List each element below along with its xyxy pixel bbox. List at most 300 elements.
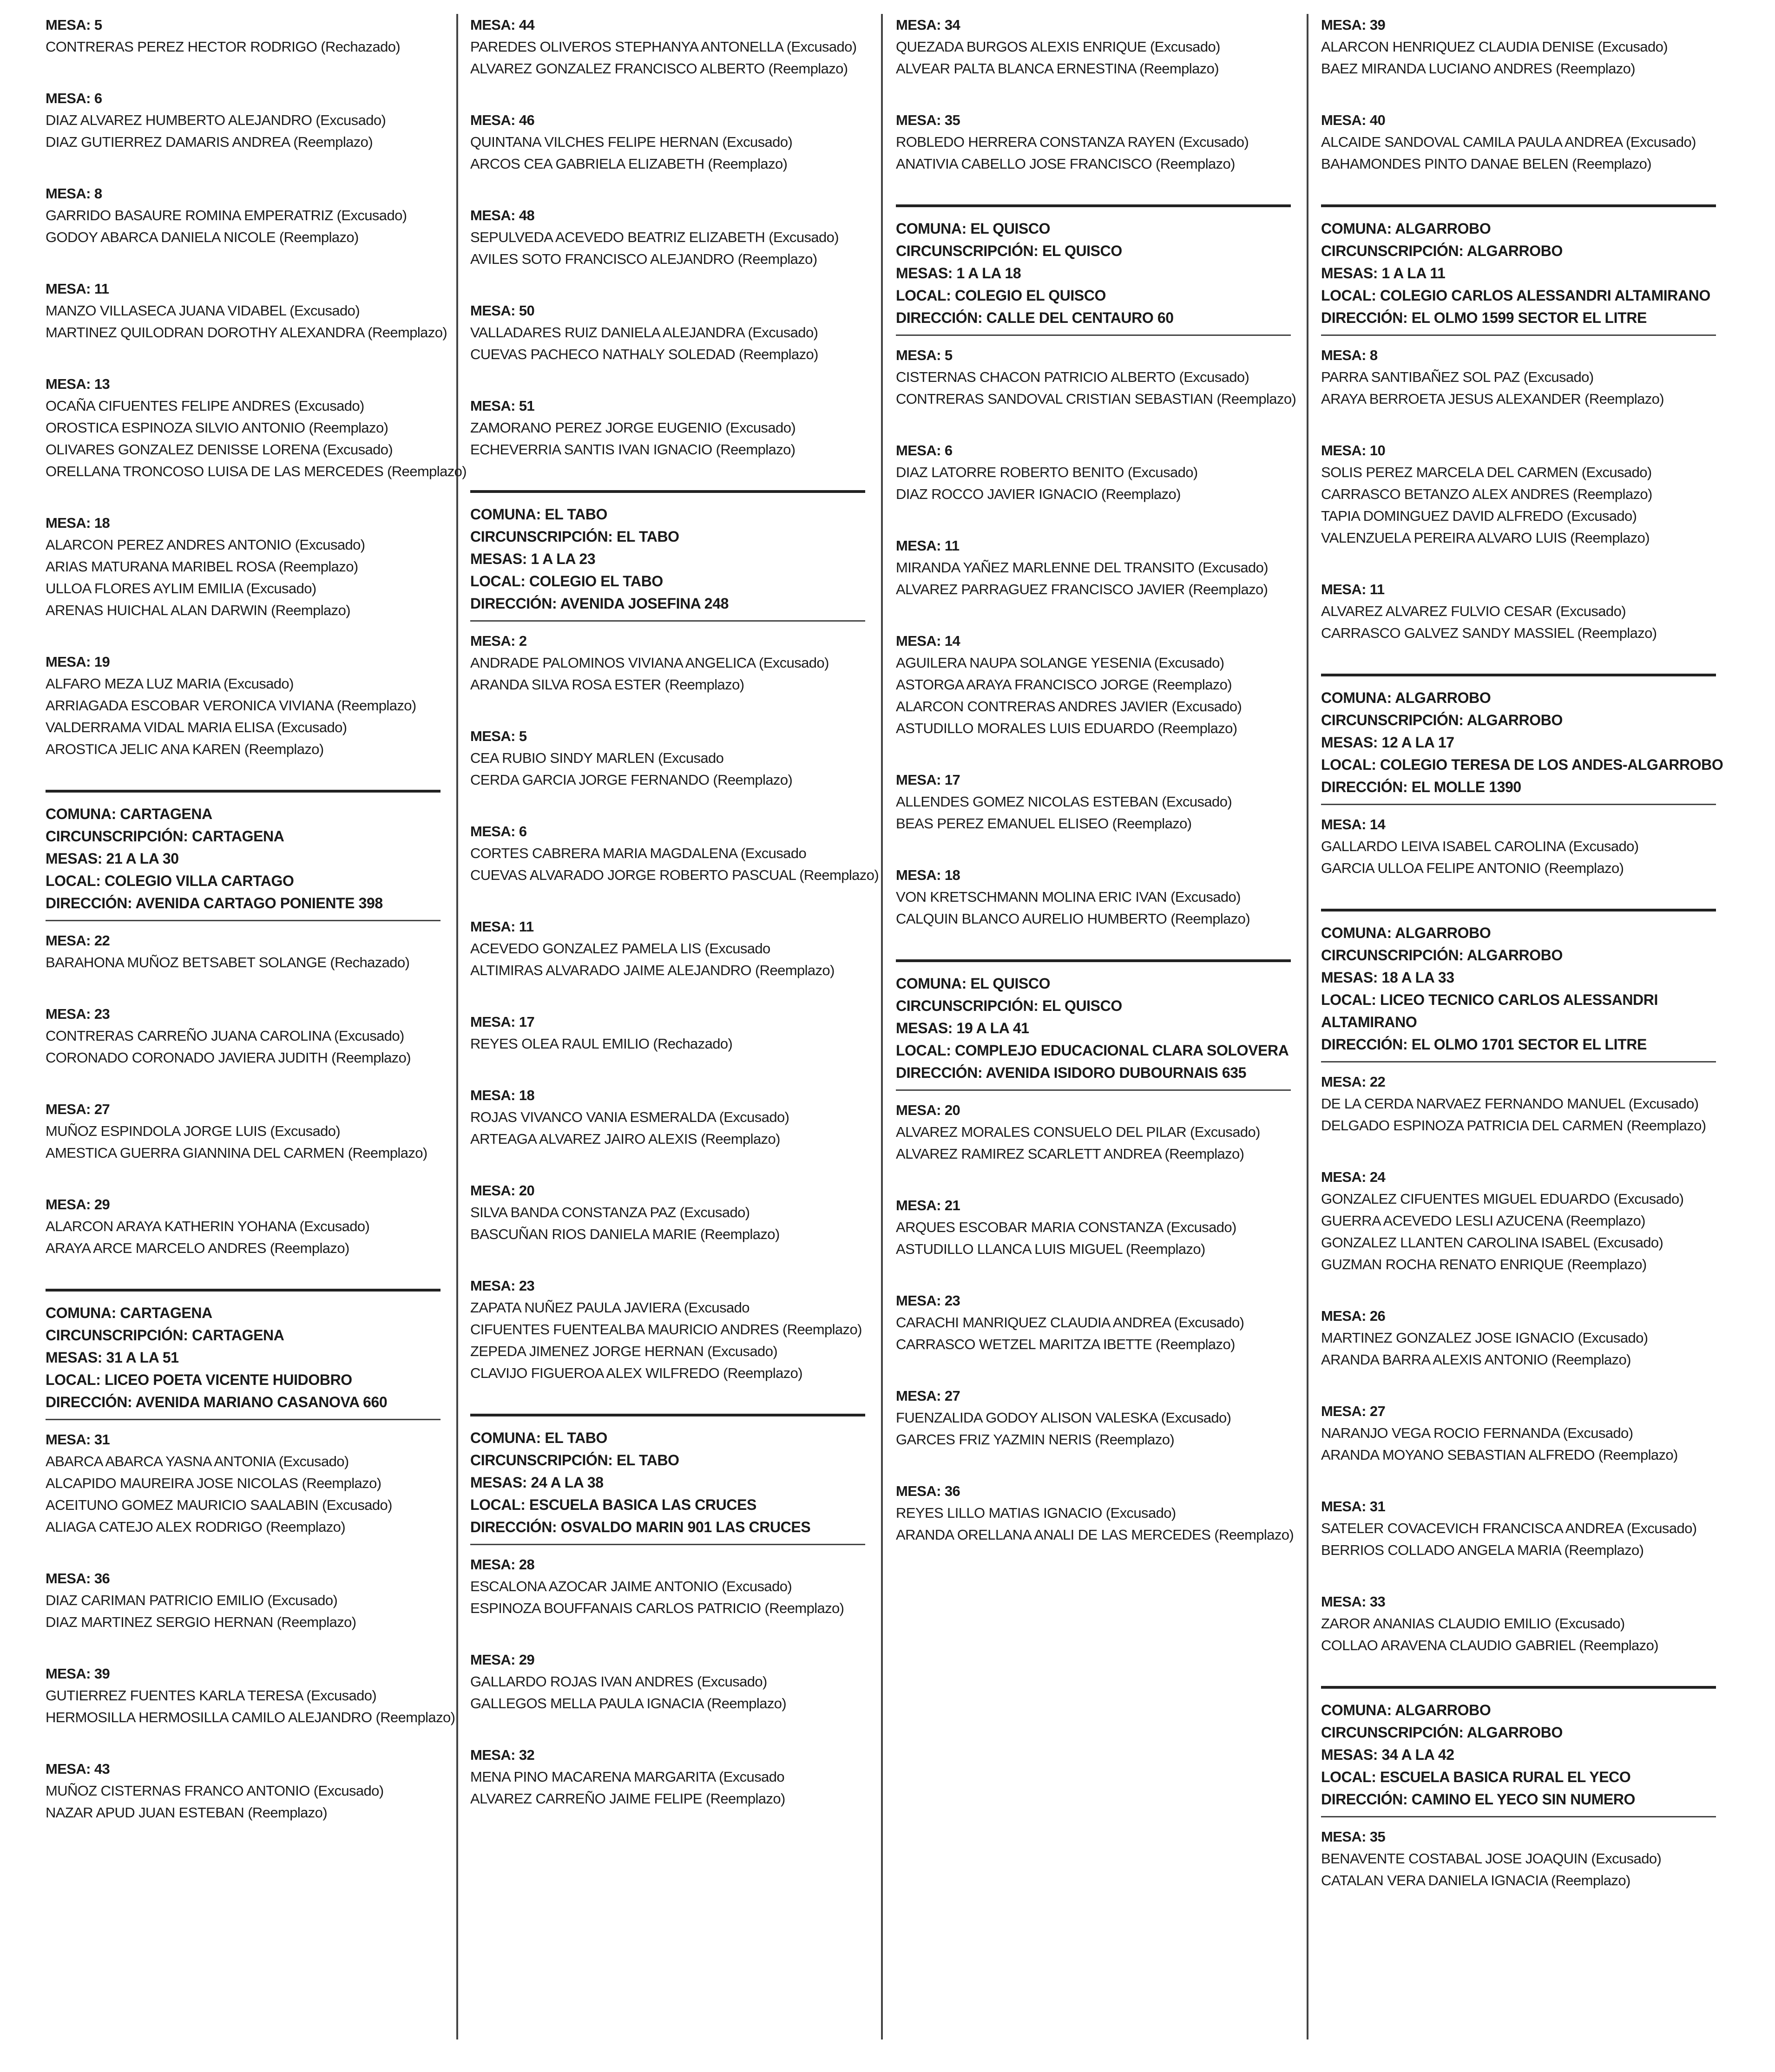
person-name: GALLARDO ROJAS IVAN ANDRES (Excusado): [470, 1673, 767, 1690]
header-line: COMUNA: EL QUISCO: [896, 220, 1051, 237]
person-name: DIAZ GUTIERREZ DAMARIS ANDREA (Reemplazo): [46, 134, 373, 150]
header-line: DIRECCIÓN: CALLE DEL CENTAURO 60: [896, 309, 1174, 326]
person-name: ACEVEDO GONZALEZ PAMELA LIS (Excusado: [470, 940, 770, 957]
person-name: ARCOS CEA GABRIELA ELIZABETH (Reemplazo): [470, 156, 788, 172]
person-name: ORELLANA TRONCOSO LUISA DE LAS MERCEDES (Reemplazo): [46, 463, 467, 479]
person-name: MUÑOZ CISTERNAS FRANCO ANTONIO (Excusado): [46, 1783, 384, 1799]
mesa-entry: [470, 1011, 884, 1055]
mesa-label: MESA: 24: [1321, 1169, 1386, 1185]
mesa-entry: [46, 1098, 459, 1164]
mesa-label: MESA: 50: [470, 302, 535, 319]
mesa-entry: [896, 344, 1309, 410]
district-header: [1321, 1686, 1716, 1817]
person-name: PARRA SANTIBAÑEZ SOL PAZ (Excusado): [1321, 369, 1594, 385]
mesa-label: MESA: 34: [896, 17, 960, 33]
district-header: [1321, 674, 1723, 805]
person-name: REYES LILLO MATIAS IGNACIO (Excusado): [896, 1505, 1176, 1521]
mesa-label: MESA: 5: [46, 17, 102, 33]
person-name: ARANDA BARRA ALEXIS ANTONIO (Reemplazo): [1321, 1351, 1631, 1368]
header-line: COMUNA: CARTAGENA: [46, 1305, 212, 1321]
person-name: ABARCA ABARCA YASNA ANTONIA (Excusado): [46, 1453, 349, 1469]
person-name: GUERRA ACEVEDO LESLI AZUCENA (Reemplazo): [1321, 1213, 1645, 1229]
person-name: ALARCON PEREZ ANDRES ANTONIO (Excusado): [46, 537, 365, 553]
person-name: ALARCON CONTRERAS ANDRES JAVIER (Excusado): [896, 698, 1242, 715]
person-name: ARANDA ORELLANA ANALI DE LAS MERCEDES (Reemplazo): [896, 1527, 1294, 1543]
mesa-label: MESA: 26: [1321, 1308, 1386, 1324]
header-line: CIRCUNSCRIPCIÓN: EL QUISCO: [896, 997, 1122, 1014]
mesa-entry: [46, 183, 459, 248]
person-name: DELGADO ESPINOZA PATRICIA DEL CARMEN (Reemplazo): [1321, 1117, 1706, 1134]
person-name: MARTINEZ GONZALEZ JOSE IGNACIO (Excusado): [1321, 1330, 1648, 1346]
person-name: CERDA GARCIA JORGE FERNANDO (Reemplazo): [470, 772, 793, 788]
person-name: ARIAS MATURANA MARIBEL ROSA (Reemplazo): [46, 558, 358, 575]
person-name: NAZAR APUD JUAN ESTEBAN (Reemplazo): [46, 1804, 328, 1821]
person-name: DIAZ ALVAREZ HUMBERTO ALEJANDRO (Excusado): [46, 112, 386, 128]
person-name: CIFUENTES FUENTEALBA MAURICIO ANDRES (Reemplazo): [470, 1321, 862, 1338]
person-name: ROJAS VIVANCO VANIA ESMERALDA (Excusado): [470, 1109, 789, 1125]
person-name: CORTES CABRERA MARIA MAGDALENA (Excusado: [470, 845, 807, 861]
district-header: [46, 790, 440, 921]
mesa-entry: [896, 1385, 1309, 1450]
person-name: GODOY ABARCA DANIELA NICOLE (Reemplazo): [46, 229, 359, 245]
mesa-entry: [470, 1180, 884, 1245]
mesa-label: MESA: 8: [46, 185, 102, 202]
mesa-label: MESA: 14: [896, 633, 960, 649]
district-header: [1321, 204, 1716, 336]
column-1: [46, 14, 467, 1823]
person-name: ARENAS HUICHAL ALAN DARWIN (Reemplazo): [46, 602, 350, 618]
person-name: ALVAREZ RAMIREZ SCARLETT ANDREA (Reemplazo): [896, 1146, 1244, 1162]
person-name: CONTRERAS PEREZ HECTOR RODRIGO (Rechazado): [46, 39, 401, 55]
header-line: CIRCUNSCRIPCIÓN: EL TABO: [470, 528, 679, 545]
person-name: BASCUÑAN RIOS DANIELA MARIE (Reemplazo): [470, 1226, 780, 1242]
mesa-entry: [896, 864, 1309, 930]
header-line: COMUNA: ALGARROBO: [1321, 1702, 1491, 1718]
header-line: MESAS: 1 A LA 11: [1321, 265, 1446, 282]
mesa-entry: [46, 87, 459, 153]
header-line: LOCAL: COLEGIO TERESA DE LOS ANDES-ALGARROBO: [1321, 756, 1723, 773]
person-name: MANZO VILLASECA JUANA VIDABEL (Excusado): [46, 302, 360, 319]
person-name: ALCAPIDO MAUREIRA JOSE NICOLAS (Reemplazo): [46, 1475, 381, 1491]
header-line: CIRCUNSCRIPCIÓN: ALGARROBO: [1321, 1724, 1563, 1741]
person-name: ALVAREZ GONZALEZ FRANCISCO ALBERTO (Reemplazo): [470, 60, 848, 77]
mesa-label: MESA: 39: [46, 1665, 110, 1682]
header-line: MESAS: 19 A LA 41: [896, 1020, 1029, 1036]
mesa-entry: [470, 1649, 884, 1714]
person-name: CORONADO CORONADO JAVIERA JUDITH (Reemplazo): [46, 1049, 411, 1066]
mesa-label: MESA: 6: [896, 442, 953, 459]
mesa-entry: [1321, 109, 1735, 175]
mesa-label: MESA: 17: [896, 772, 960, 788]
mesa-entry: [896, 439, 1309, 505]
person-name: OLIVARES GONZALEZ DENISSE LORENA (Excusado): [46, 441, 393, 458]
person-name: DE LA CERDA NARVAEZ FERNANDO MANUEL (Excusado): [1321, 1095, 1699, 1112]
mesa-label: MESA: 2: [470, 633, 527, 649]
person-name: CARRASCO GALVEZ SANDY MASSIEL (Reemplazo): [1321, 625, 1657, 641]
person-name: COLLAO ARAVENA CLAUDIO GABRIEL (Reemplazo): [1321, 1637, 1658, 1653]
person-name: ZAROR ANANIAS CLAUDIO EMILIO (Excusado): [1321, 1615, 1625, 1632]
header-line: LOCAL: COLEGIO EL QUISCO: [896, 287, 1106, 304]
mesa-entry: [470, 630, 884, 695]
column-3: [896, 14, 1309, 1546]
mesa-label: MESA: 27: [896, 1388, 960, 1404]
person-name: CEA RUBIO SINDY MARLEN (Excusado: [470, 750, 724, 766]
mesa-entry: [896, 1194, 1309, 1260]
person-name: OROSTICA ESPINOZA SILVIO ANTONIO (Reemplazo): [46, 420, 388, 436]
person-name: ARANDA MOYANO SEBASTIAN ALFREDO (Reemplazo): [1321, 1447, 1678, 1463]
mesa-entry: [470, 14, 884, 79]
header-line: COMUNA: CARTAGENA: [46, 806, 212, 822]
person-name: VON KRETSCHMANN MOLINA ERIC IVAN (Excusado): [896, 889, 1241, 905]
header-line: LOCAL: LICEO POETA VICENTE HUIDOBRO: [46, 1371, 352, 1388]
header-line: DIRECCIÓN: EL OLMO 1701 SECTOR EL LITRE: [1321, 1036, 1647, 1053]
person-name: ANDRADE PALOMINOS VIVIANA ANGELICA (Excusado): [470, 655, 829, 671]
person-name: ARANDA SILVA ROSA ESTER (Reemplazo): [470, 676, 744, 693]
person-name: BARAHONA MUÑOZ BETSABET SOLANGE (Rechazado): [46, 954, 410, 970]
person-name: SOLIS PEREZ MARCELA DEL CARMEN (Excusado): [1321, 464, 1652, 480]
mesa-label: MESA: 11: [1321, 581, 1385, 597]
header-line: COMUNA: ALGARROBO: [1321, 220, 1491, 237]
mesa-label: MESA: 11: [896, 538, 960, 554]
mesa-label: MESA: 44: [470, 17, 535, 33]
header-line: LOCAL: COMPLEJO EDUCACIONAL CLARA SOLOVERA: [896, 1042, 1289, 1059]
header-line: DIRECCIÓN: AVENIDA MARIANO CASANOVA 660: [46, 1394, 388, 1410]
mesa-entry: [896, 630, 1309, 739]
mesa-label: MESA: 35: [896, 112, 960, 128]
mesa-label: MESA: 32: [470, 1747, 535, 1763]
header-line: MESAS: 24 A LA 38: [470, 1474, 604, 1491]
person-name: CARACHI MANRIQUEZ CLAUDIA ANDREA (Excusado): [896, 1314, 1244, 1331]
person-name: VALENZUELA PEREIRA ALVARO LUIS (Reemplazo): [1321, 530, 1650, 546]
person-name: SILVA BANDA CONSTANZA PAZ (Excusado): [470, 1204, 750, 1220]
person-name: OCAÑA CIFUENTES FELIPE ANDRES (Excusado): [46, 398, 364, 414]
person-name: GUTIERREZ FUENTES KARLA TERESA (Excusado): [46, 1687, 377, 1704]
header-line: MESAS: 21 A LA 30: [46, 850, 179, 867]
person-name: AMESTICA GUERRA GIANNINA DEL CARMEN (Reemplazo): [46, 1145, 427, 1161]
mesa-entry: [896, 109, 1309, 175]
mesa-entry: [1321, 1591, 1735, 1656]
person-name: ALCAIDE SANDOVAL CAMILA PAULA ANDREA (Excusado): [1321, 134, 1696, 150]
person-name: AGUILERA NAUPA SOLANGE YESENIA (Excusado): [896, 655, 1224, 671]
person-name: MIRANDA YAÑEZ MARLENNE DEL TRANSITO (Excusado): [896, 559, 1268, 576]
mesa-entry: [1321, 1071, 1735, 1136]
header-line: CIRCUNSCRIPCIÓN: CARTAGENA: [46, 1327, 284, 1344]
header-line: MESAS: 1 A LA 23: [470, 551, 596, 567]
column-2: [470, 14, 884, 1810]
header-line: DIRECCIÓN: EL OLMO 1599 SECTOR EL LITRE: [1321, 309, 1647, 326]
mesa-label: MESA: 27: [1321, 1403, 1386, 1419]
person-name: ACEITUNO GOMEZ MAURICIO SAALABIN (Excusado): [46, 1497, 392, 1513]
mesa-label: MESA: 17: [470, 1014, 535, 1030]
mesa-label: MESA: 8: [1321, 347, 1378, 363]
mesa-entry: [1321, 1305, 1735, 1370]
header-line: COMUNA: EL QUISCO: [896, 975, 1051, 992]
mesa-label: MESA: 20: [470, 1182, 535, 1199]
header-line: LOCAL: COLEGIO EL TABO: [470, 573, 663, 590]
person-name: DIAZ MARTINEZ SERGIO HERNAN (Reemplazo): [46, 1614, 356, 1630]
person-name: ARQUES ESCOBAR MARIA CONSTANZA (Excusado): [896, 1219, 1236, 1235]
mesa-entry: [1321, 1495, 1735, 1561]
mesa-label: MESA: 33: [1321, 1593, 1386, 1610]
mesa-label: MESA: 31: [46, 1431, 110, 1448]
mesa-entry: [46, 373, 467, 482]
mesa-label: MESA: 29: [46, 1196, 110, 1213]
mesa-entry: [46, 512, 459, 621]
mesa-label: MESA: 51: [470, 398, 535, 414]
district-header: [470, 1414, 865, 1545]
mesa-label: MESA: 36: [896, 1483, 960, 1499]
person-name: SEPULVEDA ACEVEDO BEATRIZ ELIZABETH (Excusado): [470, 229, 839, 245]
person-name: ROBLEDO HERRERA CONSTANZA RAYEN (Excusado): [896, 134, 1249, 150]
district-header: [1321, 909, 1716, 1062]
mesa-entry: [470, 395, 884, 460]
mesa-label: MESA: 39: [1321, 17, 1386, 33]
header-line: LOCAL: COLEGIO CARLOS ALESSANDRI ALTAMIRANO: [1321, 287, 1710, 304]
header-line: COMUNA: ALGARROBO: [1321, 689, 1491, 706]
mesa-entry: [46, 1193, 459, 1259]
person-name: DIAZ ROCCO JAVIER IGNACIO (Reemplazo): [896, 486, 1181, 502]
mesa-label: MESA: 6: [46, 90, 102, 106]
mesa-label: MESA: 31: [1321, 1498, 1386, 1515]
person-name: ALVAREZ CARREÑO JAIME FELIPE (Reemplazo): [470, 1790, 785, 1807]
person-name: BAHAMONDES PINTO DANAE BELEN (Reemplazo): [1321, 156, 1652, 172]
person-name: GALLARDO LEIVA ISABEL CAROLINA (Excusado): [1321, 838, 1639, 854]
mesa-label: MESA: 29: [470, 1652, 535, 1668]
person-name: BENAVENTE COSTABAL JOSE JOAQUIN (Excusado): [1321, 1850, 1662, 1867]
person-name: REYES OLEA RAUL EMILIO (Rechazado): [470, 1036, 733, 1052]
mesa-entry: [470, 1554, 884, 1619]
person-name: CLAVIJO FIGUEROA ALEX WILFREDO (Reemplazo): [470, 1365, 802, 1381]
person-name: ALFARO MEZA LUZ MARIA (Excusado): [46, 675, 294, 692]
header-line: DIRECCIÓN: AVENIDA CARTAGO PONIENTE 398: [46, 895, 383, 911]
mesa-label: MESA: 40: [1321, 112, 1386, 128]
person-name: VALDERRAMA VIDAL MARIA ELISA (Excusado): [46, 719, 347, 735]
person-name: ESCALONA AZOCAR JAIME ANTONIO (Excusado): [470, 1578, 792, 1594]
header-line: LOCAL: LICEO TECNICO CARLOS ALESSANDRI: [1321, 991, 1658, 1008]
header-line: CIRCUNSCRIPCIÓN: ALGARROBO: [1321, 712, 1563, 728]
person-name: ASTUDILLO LLANCA LUIS MIGUEL (Reemplazo): [896, 1241, 1205, 1257]
header-line: CIRCUNSCRIPCIÓN: EL TABO: [470, 1452, 679, 1469]
mesa-entry: [46, 1003, 459, 1069]
person-name: FUENZALIDA GODOY ALISON VALESKA (Excusado): [896, 1410, 1231, 1426]
mesa-entry: [470, 300, 884, 365]
header-line: MESAS: 12 A LA 17: [1321, 734, 1454, 751]
mesa-entry: [1321, 344, 1735, 410]
mesa-entry: [1321, 439, 1735, 549]
mesa-entry: [896, 1290, 1309, 1355]
mesa-label: MESA: 48: [470, 207, 535, 223]
mesa-label: MESA: 13: [46, 376, 110, 392]
mesa-label: MESA: 23: [470, 1278, 535, 1294]
person-name: ALVAREZ ALVAREZ FULVIO CESAR (Excusado): [1321, 603, 1626, 619]
person-name: GONZALEZ LLANTEN CAROLINA ISABEL (Excusado): [1321, 1234, 1663, 1251]
mesa-label: MESA: 22: [1321, 1074, 1386, 1090]
mesa-entry: [1321, 578, 1735, 644]
person-name: PAREDES OLIVEROS STEPHANYA ANTONELLA (Excusado): [470, 39, 857, 55]
person-name: MUÑOZ ESPINDOLA JORGE LUIS (Excusado): [46, 1123, 341, 1139]
header-line: COMUNA: ALGARROBO: [1321, 925, 1491, 941]
header-line: LOCAL: ESCUELA BASICA RURAL EL YECO: [1321, 1769, 1631, 1785]
header-line: MESAS: 31 A LA 51: [46, 1349, 179, 1366]
mesa-label: MESA: 19: [46, 654, 110, 670]
mesa-label: MESA: 18: [46, 515, 110, 531]
person-name: ALVAREZ PARRAGUEZ FRANCISCO JAVIER (Reemplazo): [896, 581, 1268, 597]
person-name: GONZALEZ CIFUENTES MIGUEL EDUARDO (Excusado): [1321, 1191, 1684, 1207]
person-name: TAPIA DOMINGUEZ DAVID ALFREDO (Excusado): [1321, 508, 1637, 524]
header-line: LOCAL: COLEGIO VILLA CARTAGO: [46, 872, 294, 889]
district-header: [46, 1289, 440, 1420]
person-name: GUZMAN ROCHA RENATO ENRIQUE (Reemplazo): [1321, 1256, 1647, 1272]
mesa-entry: [896, 535, 1309, 600]
mesa-label: MESA: 11: [470, 918, 534, 935]
person-name: CONTRERAS SANDOVAL CRISTIAN SEBASTIAN (Reemplazo): [896, 391, 1296, 407]
mesa-label: MESA: 21: [896, 1197, 960, 1213]
person-name: ECHEVERRIA SANTIS IVAN IGNACIO (Reemplazo): [470, 441, 795, 458]
column-4: [1321, 14, 1735, 1891]
mesa-label: MESA: 27: [46, 1101, 110, 1117]
mesa-entry: [896, 1480, 1309, 1546]
person-name: ARTEAGA ALVAREZ JAIRO ALEXIS (Reemplazo): [470, 1131, 780, 1147]
mesa-entry: [470, 725, 884, 791]
mesa-entry: [46, 1567, 459, 1633]
header-line: LOCAL: ESCUELA BASICA LAS CRUCES: [470, 1496, 756, 1513]
person-name: QUEZADA BURGOS ALEXIS ENRIQUE (Excusado): [896, 39, 1220, 55]
mesa-entry: [1321, 14, 1735, 79]
person-name: AROSTICA JELIC ANA KAREN (Reemplazo): [46, 741, 324, 757]
person-name: ANATIVIA CABELLO JOSE FRANCISCO (Reemplazo): [896, 156, 1235, 172]
header-line: DIRECCIÓN: AVENIDA ISIDORO DUBOURNAIS 635: [896, 1064, 1247, 1081]
person-name: DIAZ CARIMAN PATRICIO EMILIO (Excusado): [46, 1592, 338, 1608]
person-name: ALLENDES GOMEZ NICOLAS ESTEBAN (Excusado): [896, 793, 1232, 810]
person-name: GALLEGOS MELLA PAULA IGNACIA (Reemplazo): [470, 1695, 787, 1711]
mesa-label: MESA: 5: [470, 728, 527, 744]
mesa-entry: [46, 278, 459, 343]
mesa-entry: [896, 769, 1309, 834]
mesa-entry: [896, 1099, 1309, 1165]
mesa-entry: [470, 820, 884, 886]
mesa-entry: [470, 204, 884, 270]
person-name: SATELER COVACEVICH FRANCISCA ANDREA (Excusado): [1321, 1520, 1697, 1536]
mesa-entry: [46, 930, 459, 973]
person-name: CUEVAS PACHECO NATHALY SOLEDAD (Reemplazo): [470, 346, 818, 362]
header-line: DIRECCIÓN: OSVALDO MARIN 901 LAS CRUCES: [470, 1519, 811, 1535]
mesa-entry: [1321, 813, 1735, 879]
mesa-entry: [470, 109, 884, 175]
mesa-label: MESA: 28: [470, 1556, 535, 1573]
person-name: ZAPATA NUÑEZ PAULA JAVIERA (Excusado: [470, 1299, 749, 1316]
person-name: GARRIDO BASAURE ROMINA EMPERATRIZ (Excusado): [46, 207, 407, 223]
person-name: ALVEAR PALTA BLANCA ERNESTINA (Reemplazo): [896, 60, 1219, 77]
mesa-entry: [1321, 1166, 1735, 1275]
person-name: ALVAREZ MORALES CONSUELO DEL PILAR (Excusado): [896, 1124, 1260, 1140]
person-name: BEAS PEREZ EMANUEL ELISEO (Reemplazo): [896, 815, 1192, 832]
person-name: ASTORGA ARAYA FRANCISCO JORGE (Reemplazo): [896, 676, 1232, 693]
person-name: BAEZ MIRANDA LUCIANO ANDRES (Reemplazo): [1321, 60, 1635, 77]
mesa-entry: [896, 14, 1309, 79]
mesa-entry: [1321, 1826, 1735, 1891]
person-name: ARAYA ARCE MARCELO ANDRES (Reemplazo): [46, 1240, 349, 1256]
person-name: ALIAGA CATEJO ALEX RODRIGO (Reemplazo): [46, 1519, 346, 1535]
person-name: CONTRERAS CARREÑO JUANA CAROLINA (Excusado): [46, 1028, 404, 1044]
mesa-entry: [46, 14, 459, 58]
person-name: ALARCON HENRIQUEZ CLAUDIA DENISE (Excusado): [1321, 39, 1668, 55]
person-name: ZEPEDA JIMENEZ JORGE HERNAN (Excusado): [470, 1343, 778, 1359]
person-name: VALLADARES RUIZ DANIELA ALEJANDRA (Excusado): [470, 324, 818, 341]
person-name: ZAMORANO PEREZ JORGE EUGENIO (Excusado): [470, 420, 796, 436]
mesa-label: MESA: 18: [470, 1087, 535, 1103]
mesa-entry: [1321, 1400, 1735, 1466]
person-name: QUINTANA VILCHES FELIPE HERNAN (Excusado): [470, 134, 793, 150]
mesa-entry: [46, 651, 459, 760]
person-name: CATALAN VERA DANIELA IGNACIA (Reemplazo): [1321, 1872, 1630, 1888]
mesa-entry: [46, 1663, 459, 1728]
mesa-label: MESA: 14: [1321, 816, 1386, 833]
person-name: BERRIOS COLLADO ANGELA MARIA (Reemplazo): [1321, 1542, 1644, 1558]
mesa-entry: [470, 1084, 884, 1150]
mesa-entry: [470, 916, 884, 981]
person-name: AVILES SOTO FRANCISCO ALEJANDRO (Reemplazo): [470, 251, 817, 267]
header-line: DIRECCIÓN: AVENIDA JOSEFINA 248: [470, 595, 729, 612]
district-header: [470, 490, 865, 622]
mesa-entry: [46, 1429, 459, 1538]
mesa-label: MESA: 43: [46, 1761, 110, 1777]
mesa-label: MESA: 35: [1321, 1829, 1386, 1845]
person-name: ALTIMIRAS ALVARADO JAIME ALEJANDRO (Reemplazo): [470, 962, 835, 978]
mesa-entry: [470, 1744, 884, 1810]
header-line: CIRCUNSCRIPCIÓN: CARTAGENA: [46, 828, 284, 845]
mesa-entry: [46, 1758, 459, 1823]
mesa-label: MESA: 11: [46, 281, 109, 297]
person-name: ARRIAGADA ESCOBAR VERONICA VIVIANA (Reemplazo): [46, 697, 416, 714]
person-name: MENA PINO MACARENA MARGARITA (Excusado: [470, 1769, 785, 1785]
person-name: ULLOA FLORES AYLIM EMILIA (Excusado): [46, 580, 316, 597]
person-name: CARRASCO WETZEL MARITZA IBETTE (Reemplazo): [896, 1336, 1235, 1352]
person-name: CALQUIN BLANCO AURELIO HUMBERTO (Reemplazo): [896, 911, 1250, 927]
person-name: MARTINEZ QUILODRAN DOROTHY ALEXANDRA (Reemplazo): [46, 324, 447, 341]
header-line: CIRCUNSCRIPCIÓN: ALGARROBO: [1321, 243, 1563, 259]
header-line: MESAS: 1 A LA 18: [896, 265, 1021, 282]
person-name: CARRASCO BETANZO ALEX ANDRES (Reemplazo): [1321, 486, 1652, 502]
person-name: CUEVAS ALVARADO JORGE ROBERTO PASCUAL (Reemplazo): [470, 867, 879, 883]
person-name: NARANJO VEGA ROCIO FERNANDA (Excusado): [1321, 1425, 1633, 1441]
person-name: ARAYA BERROETA JESUS ALEXANDER (Reemplazo): [1321, 391, 1664, 407]
header-line: CIRCUNSCRIPCIÓN: EL QUISCO: [896, 243, 1122, 259]
header-line: MESAS: 18 A LA 33: [1321, 969, 1454, 986]
mesa-label: MESA: 36: [46, 1570, 110, 1587]
mesa-label: MESA: 5: [896, 347, 953, 363]
person-name: GARCES FRIZ YAZMIN NERIS (Reemplazo): [896, 1431, 1175, 1448]
person-name: DIAZ LATORRE ROBERTO BENITO (Excusado): [896, 464, 1198, 480]
mesa-label: MESA: 20: [896, 1102, 960, 1118]
header-line: DIRECCIÓN: CAMINO EL YECO SIN NUMERO: [1321, 1791, 1636, 1808]
mesa-label: MESA: 10: [1321, 442, 1386, 459]
header-line: ALTAMIRANO: [1321, 1014, 1417, 1030]
mesa-label: MESA: 18: [896, 867, 960, 883]
mesa-label: MESA: 22: [46, 932, 110, 949]
mesa-label: MESA: 46: [470, 112, 535, 128]
header-line: COMUNA: EL TABO: [470, 506, 608, 523]
person-name: ALARCON ARAYA KATHERIN YOHANA (Excusado): [46, 1218, 370, 1234]
person-name: ESPINOZA BOUFFANAIS CARLOS PATRICIO (Reemplazo): [470, 1600, 844, 1616]
district-header: [896, 204, 1291, 336]
person-name: GARCIA ULLOA FELIPE ANTONIO (Reemplazo): [1321, 860, 1624, 876]
person-name: CISTERNAS CHACON PATRICIO ALBERTO (Excusado): [896, 369, 1249, 385]
person-name: HERMOSILLA HERMOSILLA CAMILO ALEJANDRO (Reemplazo): [46, 1709, 455, 1725]
mesa-label: MESA: 23: [46, 1006, 110, 1022]
mesa-label: MESA: 6: [470, 823, 527, 839]
mesa-entry: [470, 1275, 884, 1384]
header-line: COMUNA: EL TABO: [470, 1429, 608, 1446]
